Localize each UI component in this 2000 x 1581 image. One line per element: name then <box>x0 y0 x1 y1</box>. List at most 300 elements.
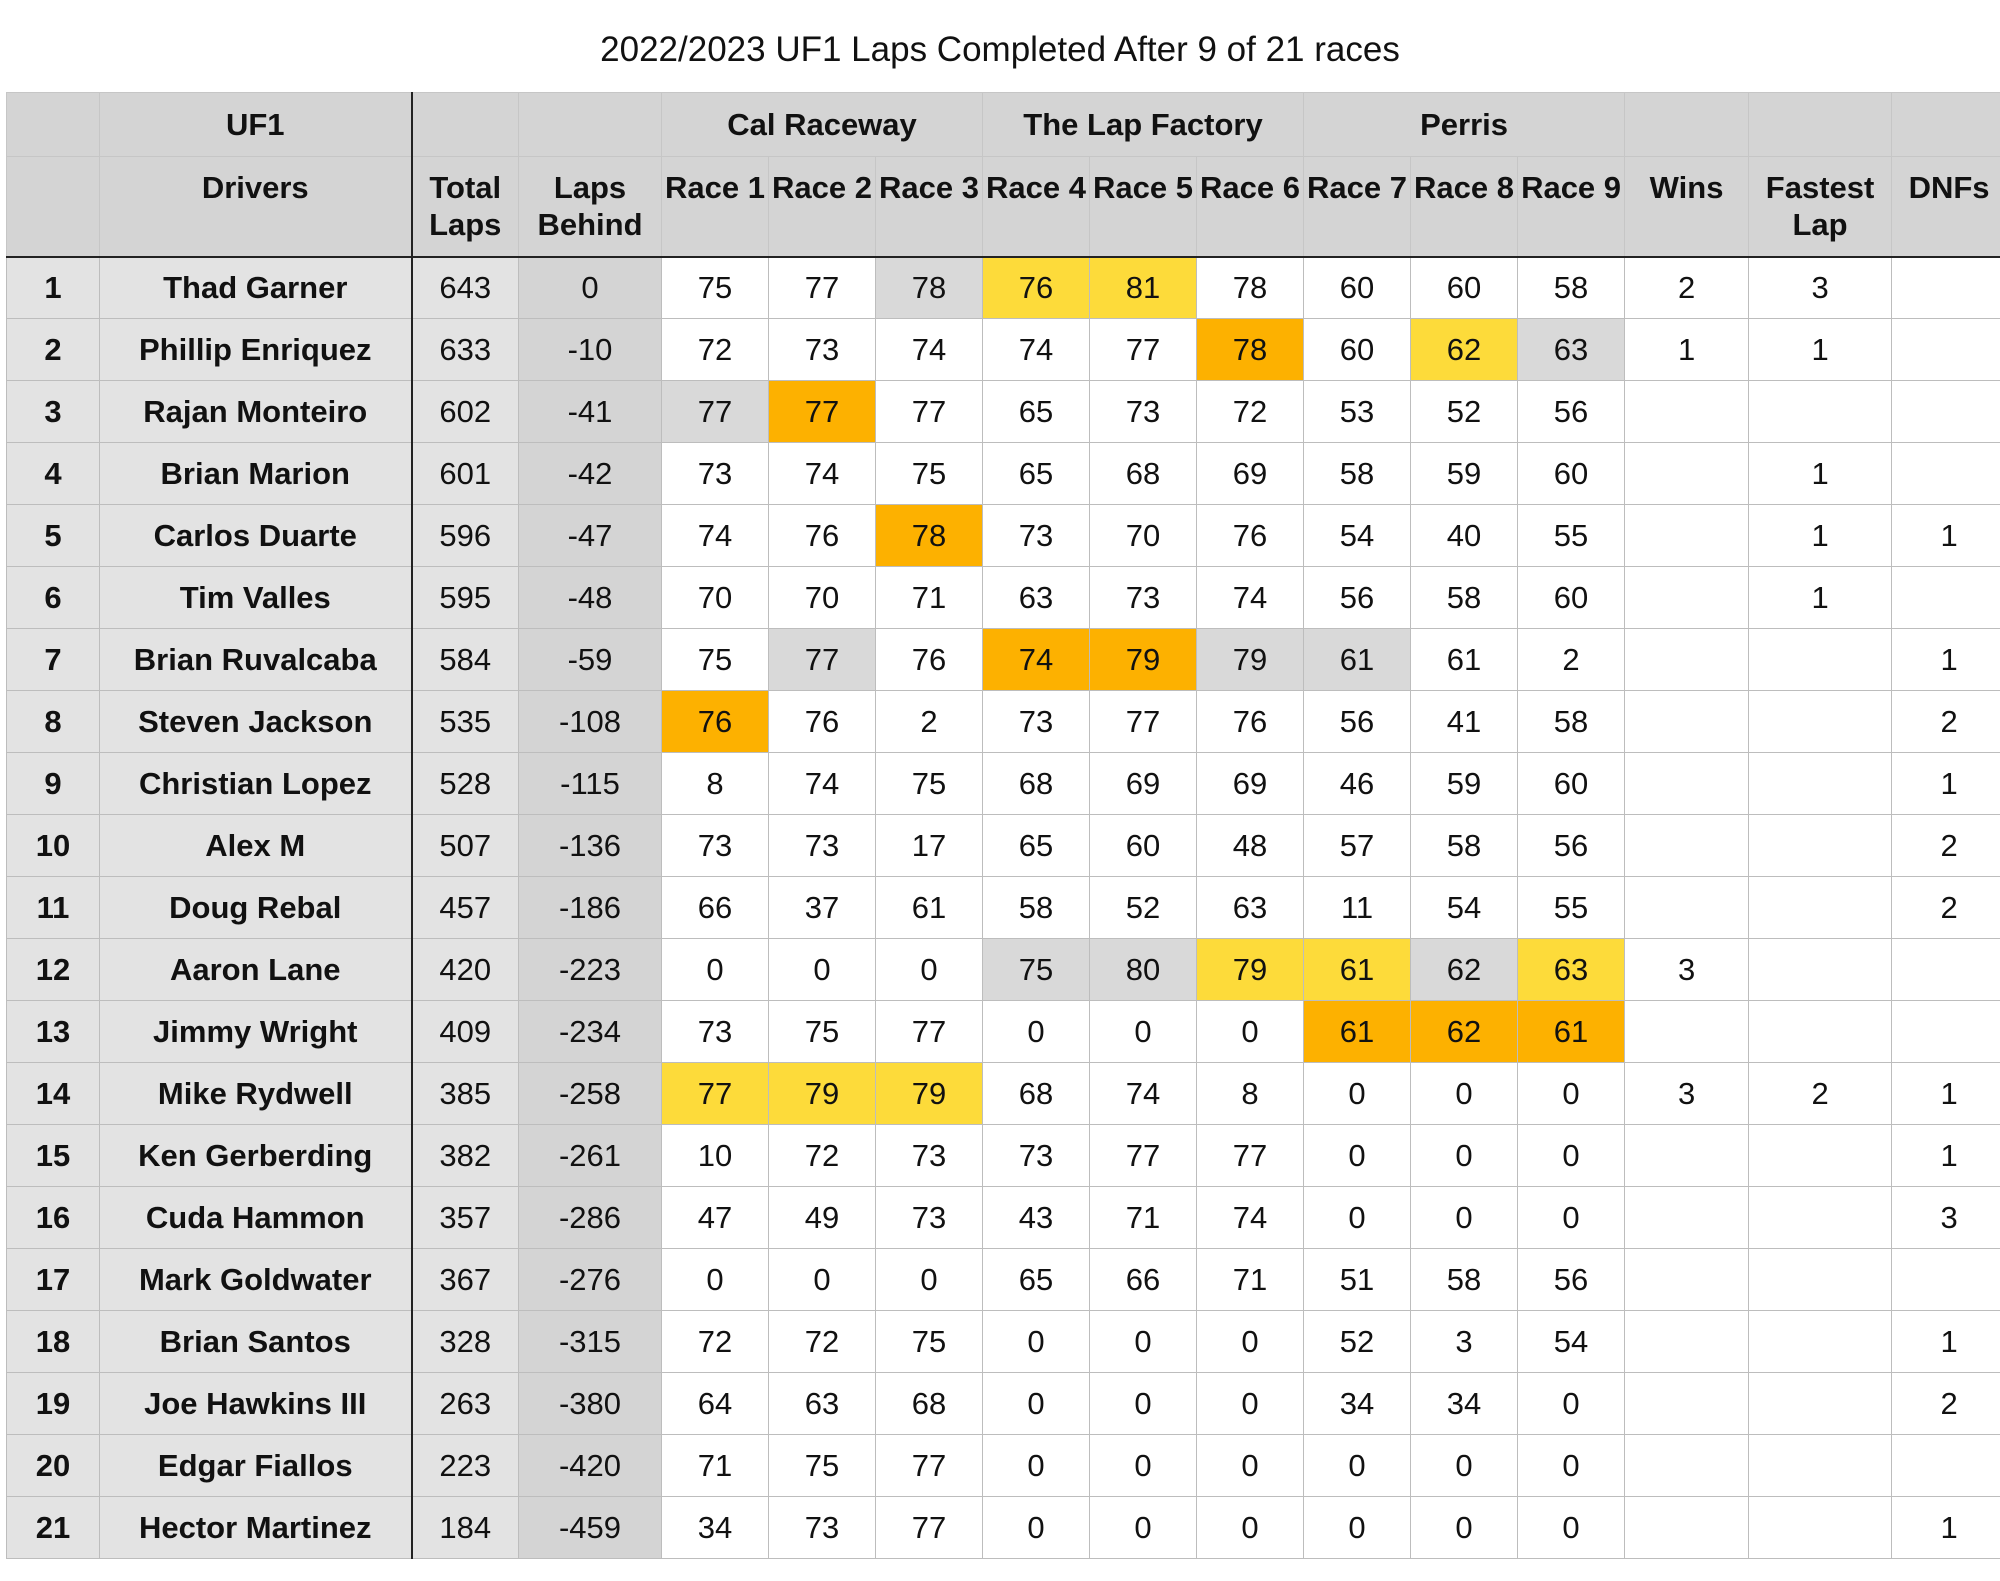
race-laps-cell: 0 <box>983 1001 1090 1063</box>
wins-cell <box>1625 1249 1749 1311</box>
total-laps-cell: 507 <box>412 815 519 877</box>
rank-cell: 19 <box>7 1373 100 1435</box>
race-laps-cell: 0 <box>1197 1311 1304 1373</box>
race-header: Race 3 <box>876 157 983 257</box>
rank-cell: 14 <box>7 1063 100 1125</box>
race-laps-cell: 8 <box>1197 1063 1304 1125</box>
race-laps-cell: 72 <box>769 1311 876 1373</box>
laps-behind-cell: -108 <box>519 691 662 753</box>
race-laps-cell: 0 <box>1518 1435 1625 1497</box>
race-laps-cell: 0 <box>983 1373 1090 1435</box>
total-laps-cell: 367 <box>412 1249 519 1311</box>
rank-cell: 2 <box>7 319 100 381</box>
wins-cell <box>1625 381 1749 443</box>
fastest-lap-cell <box>1749 1001 1892 1063</box>
race-laps-cell: 61 <box>1411 629 1518 691</box>
driver-name: Tim Valles <box>100 567 412 629</box>
race-laps-cell: 0 <box>1518 1497 1625 1559</box>
race-laps-cell: 74 <box>662 505 769 567</box>
table-row <box>7 567 2000 629</box>
race-laps-cell: 0 <box>1518 1187 1625 1249</box>
laps-behind-cell: -223 <box>519 939 662 1001</box>
driver-rows <box>7 257 2000 1559</box>
table-row <box>7 753 2000 815</box>
race-laps-cell: 73 <box>983 691 1090 753</box>
race-laps-cell: 0 <box>1304 1063 1411 1125</box>
race-laps-cell: 74 <box>769 753 876 815</box>
wins-cell <box>1625 1125 1749 1187</box>
header-row-tracks <box>7 93 2000 157</box>
laps-behind-cell: -41 <box>519 381 662 443</box>
race-laps-cell: 0 <box>1411 1063 1518 1125</box>
fastest-lap-cell: 2 <box>1749 1063 1892 1125</box>
fastest-lap-cell: 1 <box>1749 319 1892 381</box>
dnfs-cell: 1 <box>1892 629 2000 691</box>
race-laps-cell: 0 <box>1518 1063 1625 1125</box>
driver-name: Brian Santos <box>100 1311 412 1373</box>
race-header: Race 1 <box>662 157 769 257</box>
total-laps-cell: 385 <box>412 1063 519 1125</box>
laps-behind-cell: -286 <box>519 1187 662 1249</box>
fastest-lap-cell <box>1749 1249 1892 1311</box>
race-laps-cell: 0 <box>1090 1001 1197 1063</box>
driver-name: Doug Rebal <box>100 877 412 939</box>
race-laps-cell: 68 <box>1090 443 1197 505</box>
fastest-lap-cell <box>1749 629 1892 691</box>
race-laps-cell: 56 <box>1304 691 1411 753</box>
laps-behind-cell: -420 <box>519 1435 662 1497</box>
race-laps-cell: 74 <box>983 319 1090 381</box>
race-laps-cell: 0 <box>1197 1497 1304 1559</box>
race-laps-cell: 77 <box>1197 1125 1304 1187</box>
race-laps-cell: 73 <box>876 1125 983 1187</box>
race-laps-cell: 68 <box>983 753 1090 815</box>
total-laps-cell: 223 <box>412 1435 519 1497</box>
race-laps-cell: 77 <box>876 381 983 443</box>
race-laps-cell: 0 <box>1090 1497 1197 1559</box>
table-row <box>7 1125 2000 1187</box>
wins-cell <box>1625 1187 1749 1249</box>
total-laps-cell: 184 <box>412 1497 519 1559</box>
race-laps-cell: 54 <box>1304 505 1411 567</box>
race-laps-cell: 46 <box>1304 753 1411 815</box>
race-laps-cell: 0 <box>1518 1373 1625 1435</box>
fastest-lap-cell <box>1749 877 1892 939</box>
race-laps-cell: 78 <box>876 505 983 567</box>
race-laps-cell: 77 <box>1090 319 1197 381</box>
wins-cell: 3 <box>1625 1063 1749 1125</box>
laps-table <box>6 92 2000 1559</box>
driver-name: Hector Martinez <box>100 1497 412 1559</box>
race-laps-cell: 79 <box>769 1063 876 1125</box>
fastest-lap-cell: 3 <box>1749 257 1892 319</box>
dnfs-cell: 2 <box>1892 877 2000 939</box>
rank-cell: 21 <box>7 1497 100 1559</box>
header-row-columns <box>7 157 2000 257</box>
driver-name: Ken Gerberding <box>100 1125 412 1187</box>
race-laps-cell: 75 <box>769 1435 876 1497</box>
race-laps-cell: 77 <box>876 1497 983 1559</box>
laps-behind-cell: -276 <box>519 1249 662 1311</box>
race-laps-cell: 0 <box>876 939 983 1001</box>
race-laps-cell: 79 <box>1090 629 1197 691</box>
total-laps-cell: 382 <box>412 1125 519 1187</box>
race-laps-cell: 74 <box>876 319 983 381</box>
laps-behind-cell: -136 <box>519 815 662 877</box>
table-row <box>7 939 2000 1001</box>
table-row <box>7 1249 2000 1311</box>
fastest-lap-cell <box>1749 753 1892 815</box>
table-row <box>7 319 2000 381</box>
race-laps-cell: 0 <box>769 939 876 1001</box>
page-title: 2022/2023 UF1 Laps Completed After 9 of 21 races <box>600 30 1400 69</box>
fastest-lap-cell <box>1749 1373 1892 1435</box>
race-laps-cell: 63 <box>1518 319 1625 381</box>
race-laps-cell: 65 <box>983 1249 1090 1311</box>
rank-cell: 3 <box>7 381 100 443</box>
driver-name: Brian Ruvalcaba <box>100 629 412 691</box>
race-laps-cell: 71 <box>1090 1187 1197 1249</box>
race-laps-cell: 0 <box>662 939 769 1001</box>
wins-header: Wins <box>1625 157 1749 257</box>
wins-cell <box>1625 1311 1749 1373</box>
race-laps-cell: 73 <box>769 1497 876 1559</box>
race-laps-cell: 74 <box>769 443 876 505</box>
race-laps-cell: 56 <box>1518 381 1625 443</box>
race-laps-cell: 61 <box>1304 939 1411 1001</box>
race-laps-cell: 58 <box>1411 815 1518 877</box>
race-laps-cell: 69 <box>1197 443 1304 505</box>
race-laps-cell: 0 <box>1518 1125 1625 1187</box>
laps-behind-cell: 0 <box>519 257 662 319</box>
race-laps-cell: 77 <box>1090 691 1197 753</box>
race-laps-cell: 63 <box>769 1373 876 1435</box>
wins-cell <box>1625 1497 1749 1559</box>
dnfs-cell: 2 <box>1892 815 2000 877</box>
race-laps-cell: 64 <box>662 1373 769 1435</box>
race-header: Race 6 <box>1197 157 1304 257</box>
rank-cell: 12 <box>7 939 100 1001</box>
laps-behind-cell: -459 <box>519 1497 662 1559</box>
race-laps-cell: 0 <box>983 1497 1090 1559</box>
race-laps-cell: 73 <box>769 815 876 877</box>
race-laps-cell: 0 <box>1090 1435 1197 1497</box>
laps-behind-header: Laps Behind <box>519 157 662 257</box>
total-laps-cell: 263 <box>412 1373 519 1435</box>
race-laps-cell: 70 <box>769 567 876 629</box>
dnfs-cell: 1 <box>1892 1125 2000 1187</box>
race-laps-cell: 3 <box>1411 1311 1518 1373</box>
driver-name: Jimmy Wright <box>100 1001 412 1063</box>
rank-cell: 9 <box>7 753 100 815</box>
total-laps-cell: 420 <box>412 939 519 1001</box>
rank-cell: 18 <box>7 1311 100 1373</box>
race-header: Race 7 <box>1304 157 1411 257</box>
race-laps-cell: 58 <box>1411 1249 1518 1311</box>
driver-name: Phillip Enriquez <box>100 319 412 381</box>
race-laps-cell: 34 <box>1411 1373 1518 1435</box>
total-laps-cell: 633 <box>412 319 519 381</box>
race-laps-cell: 0 <box>1197 1435 1304 1497</box>
table-row <box>7 1311 2000 1373</box>
race-laps-cell: 0 <box>1411 1435 1518 1497</box>
race-laps-cell: 74 <box>1090 1063 1197 1125</box>
total-laps-cell: 528 <box>412 753 519 815</box>
driver-name: Alex M <box>100 815 412 877</box>
fastest-lap-cell <box>1749 1497 1892 1559</box>
race-laps-cell: 66 <box>1090 1249 1197 1311</box>
table-row <box>7 505 2000 567</box>
race-laps-cell: 61 <box>1304 1001 1411 1063</box>
race-laps-cell: 73 <box>662 815 769 877</box>
race-laps-cell: 75 <box>769 1001 876 1063</box>
race-laps-cell: 75 <box>876 753 983 815</box>
race-laps-cell: 56 <box>1304 567 1411 629</box>
laps-behind-cell: -186 <box>519 877 662 939</box>
race-laps-cell: 73 <box>769 319 876 381</box>
race-laps-cell: 77 <box>662 1063 769 1125</box>
laps-behind-cell: -261 <box>519 1125 662 1187</box>
total-laps-cell: 596 <box>412 505 519 567</box>
race-laps-cell: 73 <box>1090 381 1197 443</box>
total-laps-header: Total Laps <box>412 157 519 257</box>
rank-cell: 13 <box>7 1001 100 1063</box>
table-row <box>7 1373 2000 1435</box>
race-laps-cell: 72 <box>662 319 769 381</box>
race-laps-cell: 79 <box>876 1063 983 1125</box>
dnfs-cell <box>1892 443 2000 505</box>
dnfs-cell: 1 <box>1892 1311 2000 1373</box>
dnfs-cell: 1 <box>1892 505 2000 567</box>
race-laps-cell: 69 <box>1090 753 1197 815</box>
fastest-lap-header: Fastest Lap <box>1749 157 1892 257</box>
wins-cell <box>1625 629 1749 691</box>
rank-cell: 10 <box>7 815 100 877</box>
table-row <box>7 815 2000 877</box>
fastest-lap-cell <box>1749 1125 1892 1187</box>
race-laps-cell: 40 <box>1411 505 1518 567</box>
rank-cell: 7 <box>7 629 100 691</box>
race-laps-cell: 17 <box>876 815 983 877</box>
fastest-lap-cell <box>1749 691 1892 753</box>
race-laps-cell: 69 <box>1197 753 1304 815</box>
race-laps-cell: 49 <box>769 1187 876 1249</box>
race-laps-cell: 61 <box>1518 1001 1625 1063</box>
rank-cell: 4 <box>7 443 100 505</box>
race-laps-cell: 77 <box>769 381 876 443</box>
laps-behind-cell: -380 <box>519 1373 662 1435</box>
race-laps-cell: 55 <box>1518 877 1625 939</box>
race-laps-cell: 73 <box>1090 567 1197 629</box>
driver-name: Thad Garner <box>100 257 412 319</box>
race-laps-cell: 60 <box>1518 753 1625 815</box>
total-laps-cell: 584 <box>412 629 519 691</box>
race-laps-cell: 58 <box>1304 443 1411 505</box>
laps-behind-cell: -234 <box>519 1001 662 1063</box>
total-laps-cell: 328 <box>412 1311 519 1373</box>
race-laps-cell: 0 <box>1304 1187 1411 1249</box>
table-row <box>7 1435 2000 1497</box>
race-header: Race 8 <box>1411 157 1518 257</box>
driver-name: Aaron Lane <box>100 939 412 1001</box>
race-laps-cell: 76 <box>1197 505 1304 567</box>
race-laps-cell: 41 <box>1411 691 1518 753</box>
driver-name: Mark Goldwater <box>100 1249 412 1311</box>
dnfs-cell <box>1892 567 2000 629</box>
fastest-lap-cell <box>1749 1187 1892 1249</box>
race-laps-cell: 77 <box>876 1435 983 1497</box>
race-laps-cell: 78 <box>1197 319 1304 381</box>
drivers-header: Drivers <box>100 157 412 257</box>
race-laps-cell: 52 <box>1090 877 1197 939</box>
wins-cell: 1 <box>1625 319 1749 381</box>
race-laps-cell: 0 <box>769 1249 876 1311</box>
table-row <box>7 1187 2000 1249</box>
race-laps-cell: 79 <box>1197 629 1304 691</box>
race-laps-cell: 0 <box>1304 1435 1411 1497</box>
race-laps-cell: 70 <box>662 567 769 629</box>
race-laps-cell: 58 <box>1518 691 1625 753</box>
dnfs-cell <box>1892 381 2000 443</box>
race-laps-cell: 0 <box>662 1249 769 1311</box>
wins-cell <box>1625 567 1749 629</box>
race-laps-cell: 66 <box>662 877 769 939</box>
race-laps-cell: 77 <box>876 1001 983 1063</box>
race-laps-cell: 8 <box>662 753 769 815</box>
race-laps-cell: 74 <box>1197 1187 1304 1249</box>
race-laps-cell: 0 <box>983 1311 1090 1373</box>
rank-cell: 5 <box>7 505 100 567</box>
wins-cell <box>1625 505 1749 567</box>
total-laps-cell: 595 <box>412 567 519 629</box>
table-row <box>7 257 2000 319</box>
race-laps-cell: 43 <box>983 1187 1090 1249</box>
wins-cell <box>1625 877 1749 939</box>
table-row <box>7 381 2000 443</box>
race-laps-cell: 75 <box>662 257 769 319</box>
race-laps-cell: 2 <box>1518 629 1625 691</box>
laps-behind-cell: -47 <box>519 505 662 567</box>
race-laps-cell: 0 <box>983 1435 1090 1497</box>
race-laps-cell: 65 <box>983 815 1090 877</box>
table-row <box>7 443 2000 505</box>
race-laps-cell: 10 <box>662 1125 769 1187</box>
race-laps-cell: 60 <box>1304 257 1411 319</box>
total-laps-cell: 457 <box>412 877 519 939</box>
fastest-lap-cell <box>1749 1311 1892 1373</box>
race-laps-cell: 59 <box>1411 753 1518 815</box>
race-laps-cell: 76 <box>662 691 769 753</box>
laps-behind-cell: -315 <box>519 1311 662 1373</box>
race-laps-cell: 76 <box>1197 691 1304 753</box>
race-laps-cell: 58 <box>1411 567 1518 629</box>
race-laps-cell: 48 <box>1197 815 1304 877</box>
race-laps-cell: 71 <box>876 567 983 629</box>
race-laps-cell: 0 <box>1411 1125 1518 1187</box>
dnfs-cell: 1 <box>1892 1497 2000 1559</box>
driver-name: Cuda Hammon <box>100 1187 412 1249</box>
dnfs-cell <box>1892 1435 2000 1497</box>
dnfs-cell <box>1892 319 2000 381</box>
total-laps-cell: 535 <box>412 691 519 753</box>
race-laps-cell: 68 <box>876 1373 983 1435</box>
laps-behind-cell: -48 <box>519 567 662 629</box>
race-laps-cell: 60 <box>1518 567 1625 629</box>
race-laps-cell: 11 <box>1304 877 1411 939</box>
wins-cell <box>1625 443 1749 505</box>
race-laps-cell: 0 <box>1304 1125 1411 1187</box>
race-laps-cell: 60 <box>1411 257 1518 319</box>
race-laps-cell: 63 <box>1197 877 1304 939</box>
race-laps-cell: 73 <box>983 505 1090 567</box>
race-laps-cell: 68 <box>983 1063 1090 1125</box>
race-laps-cell: 0 <box>876 1249 983 1311</box>
rank-cell: 6 <box>7 567 100 629</box>
dnfs-cell: 1 <box>1892 753 2000 815</box>
track-header-lap-factory: The Lap Factory <box>983 93 1304 157</box>
wins-cell <box>1625 691 1749 753</box>
race-laps-cell: 63 <box>1518 939 1625 1001</box>
race-laps-cell: 73 <box>983 1125 1090 1187</box>
rank-cell: 8 <box>7 691 100 753</box>
race-laps-cell: 72 <box>1197 381 1304 443</box>
race-laps-cell: 62 <box>1411 1001 1518 1063</box>
dnfs-cell <box>1892 1249 2000 1311</box>
race-laps-cell: 0 <box>1197 1373 1304 1435</box>
race-laps-cell: 75 <box>876 1311 983 1373</box>
fastest-lap-cell <box>1749 381 1892 443</box>
race-laps-cell: 59 <box>1411 443 1518 505</box>
table-row <box>7 877 2000 939</box>
table-row <box>7 1497 2000 1559</box>
race-laps-cell: 34 <box>662 1497 769 1559</box>
driver-name: Steven Jackson <box>100 691 412 753</box>
driver-name: Mike Rydwell <box>100 1063 412 1125</box>
table-row <box>7 1001 2000 1063</box>
race-laps-cell: 58 <box>983 877 1090 939</box>
driver-name: Rajan Monteiro <box>100 381 412 443</box>
race-laps-cell: 75 <box>983 939 1090 1001</box>
wins-cell <box>1625 1435 1749 1497</box>
race-laps-cell: 77 <box>1090 1125 1197 1187</box>
race-laps-cell: 60 <box>1090 815 1197 877</box>
race-laps-cell: 62 <box>1411 939 1518 1001</box>
race-laps-cell: 0 <box>1197 1001 1304 1063</box>
laps-behind-cell: -10 <box>519 319 662 381</box>
race-laps-cell: 79 <box>1197 939 1304 1001</box>
dnfs-cell: 2 <box>1892 1373 2000 1435</box>
race-laps-cell: 54 <box>1518 1311 1625 1373</box>
race-laps-cell: 0 <box>1090 1373 1197 1435</box>
driver-name: Christian Lopez <box>100 753 412 815</box>
fastest-lap-cell <box>1749 939 1892 1001</box>
race-laps-cell: 52 <box>1411 381 1518 443</box>
fastest-lap-cell <box>1749 1435 1892 1497</box>
fastest-lap-cell: 1 <box>1749 567 1892 629</box>
wins-cell <box>1625 815 1749 877</box>
race-laps-cell: 0 <box>1411 1497 1518 1559</box>
fastest-lap-cell <box>1749 815 1892 877</box>
race-laps-cell: 75 <box>662 629 769 691</box>
fastest-lap-cell: 1 <box>1749 505 1892 567</box>
laps-behind-cell: -115 <box>519 753 662 815</box>
race-laps-cell: 77 <box>769 257 876 319</box>
race-laps-cell: 75 <box>876 443 983 505</box>
race-laps-cell: 0 <box>1304 1497 1411 1559</box>
race-laps-cell: 73 <box>662 1001 769 1063</box>
race-laps-cell: 62 <box>1411 319 1518 381</box>
rank-cell: 17 <box>7 1249 100 1311</box>
